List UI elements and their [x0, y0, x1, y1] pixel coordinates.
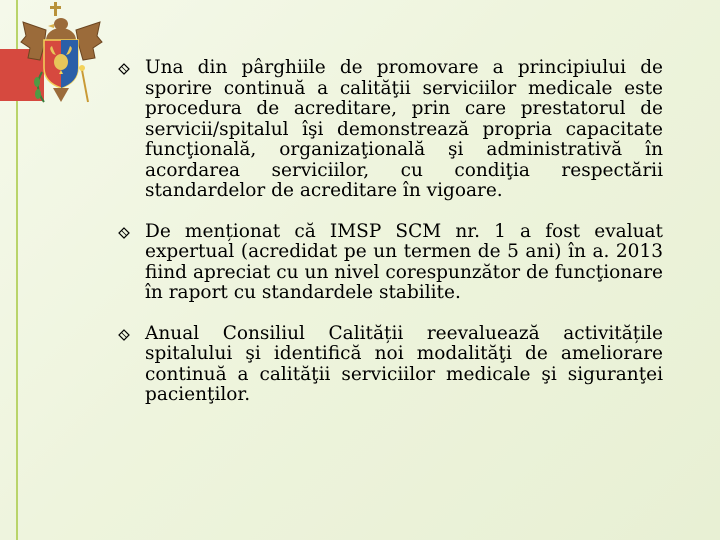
bullet-item-3 [118, 324, 663, 406]
diamond-outline-icon [118, 227, 130, 239]
moldova-coat-of-arms-icon [18, 2, 118, 118]
bullet-item-1 [118, 58, 663, 202]
bullet-text: Una din pârghiile de promovare a principiului de sporire continuă a calităţii serviciilor medicale este procedura de acreditare, prin care prestatorul de servicii/spitalul îşi demonstrează propria capacitate funcţională, organizaţională şi administrativă în acordarea serviciilor, cu condiţia respectării standardelor de acreditare în vigoare. [145, 57, 663, 201]
slide-content [118, 58, 663, 406]
bullet-text: De menționat că IMSP SCM nr. 1 a fost evaluat expertual (acredidat pe un termen de 5 ani) în a. 2013 fiind apreciat cu un nivel corespunzător de funcţionare în raport cu standardele stabilite. [145, 220, 663, 303]
diamond-outline-icon [118, 63, 130, 75]
diamond-outline-icon [118, 329, 130, 341]
bullet-item-2 [118, 222, 663, 304]
bullet-text: Anual Consiliul Calității reevaluează activitățile spitalului şi identifică noi modalităţi de ameliorare continuă a calităţii serviciilor medicale şi siguranţei pacienţilor. [145, 322, 663, 405]
